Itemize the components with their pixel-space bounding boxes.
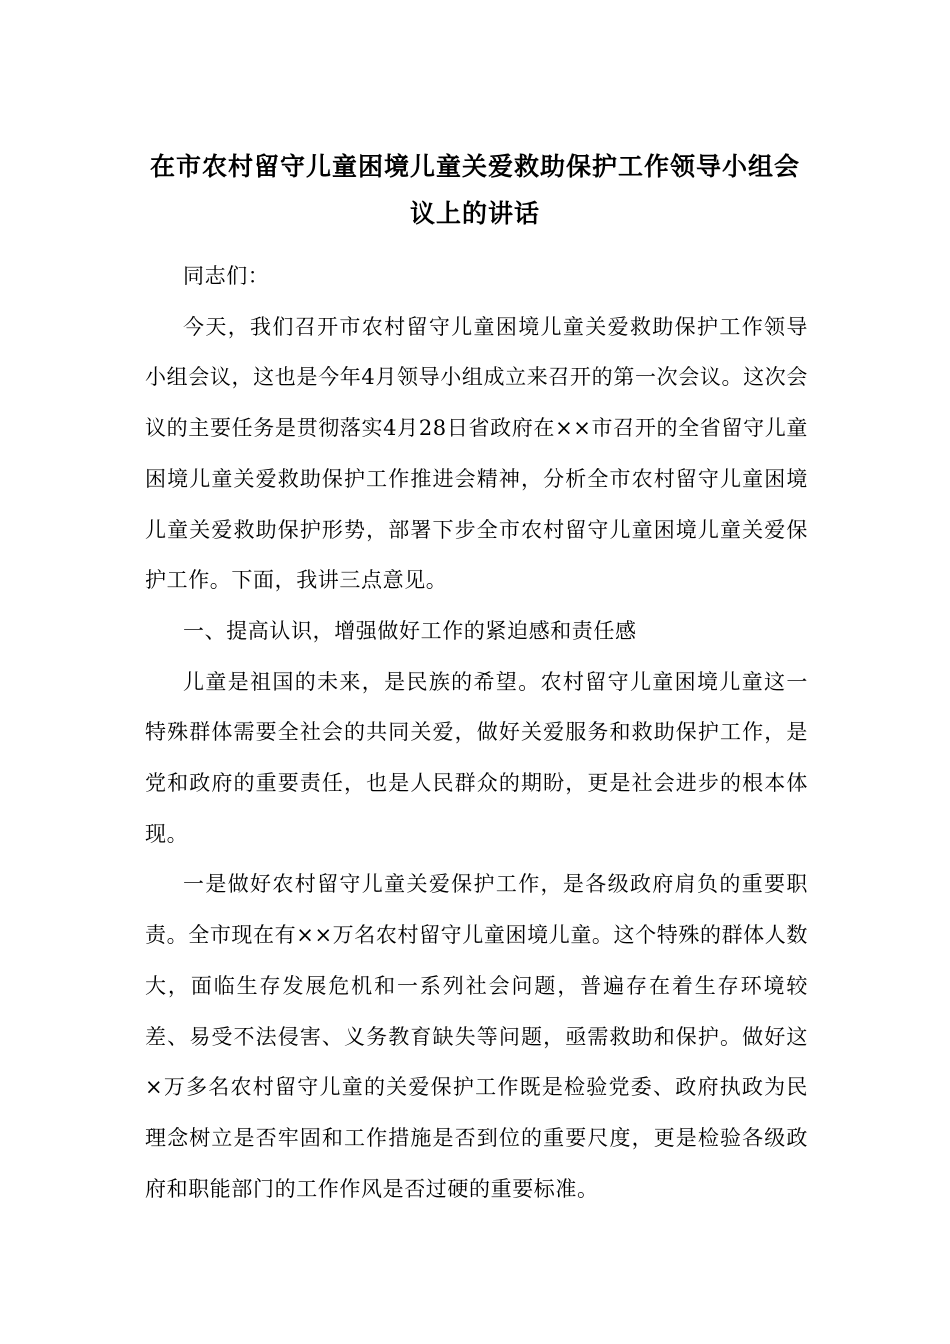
document-title: 在市农村留守儿童困境儿童关爱救助保护工作领导小组会议上的讲话 xyxy=(149,152,800,228)
document-body xyxy=(145,251,808,1214)
section-heading: 一、提高认识，增强做好工作的紧迫感和责任感 xyxy=(183,618,637,643)
salutation-paragraph: 同志们： xyxy=(183,264,270,288)
body-paragraph: 儿童是祖国的未来，是民族的希望。农村留守儿童困境儿童这一特殊群体需要全社会的共同关爱，做好关爱服务和救助保护工作，是党和政府的重要责任，也是人民群众的期盼，更是社会进步的根本体现。 xyxy=(145,669,808,846)
body-paragraph: 一是做好农村留守儿童关爱保护工作，是各级政府肩负的重要职责。全市现在有××万名农村留守儿童困境儿童。这个特殊的群体人数大，面临生存发展危机和一系列社会问题，普遍存在着生存环境较差、易受不法侵害、义务教育缺失等问题，亟需救助和保护。做好这×万多名农村留守儿童的关爱保护工作既是检验党委、政府执政为民理念树立是否牢固和工作措施是否到位的重要尺度，更是检验各级政府和职能部门的工作作风是否过硬的重要标准。 xyxy=(145,872,808,1201)
intro-paragraph: 今天，我们召开市农村留守儿童困境儿童关爱救助保护工作领导小组会议，这也是今年4月领导小组成立来召开的第一次会议。这次会议的主要任务是贯彻落实4月28日省政府在××市召开的全省留守儿童困境儿童关爱救助保护工作推进会精神，分析全市农村留守儿童困境儿童关爱救助保护形势，部署下步全市农村留守儿童困境儿童关爱保护工作。下面，我讲三点意见。 xyxy=(145,314,808,593)
